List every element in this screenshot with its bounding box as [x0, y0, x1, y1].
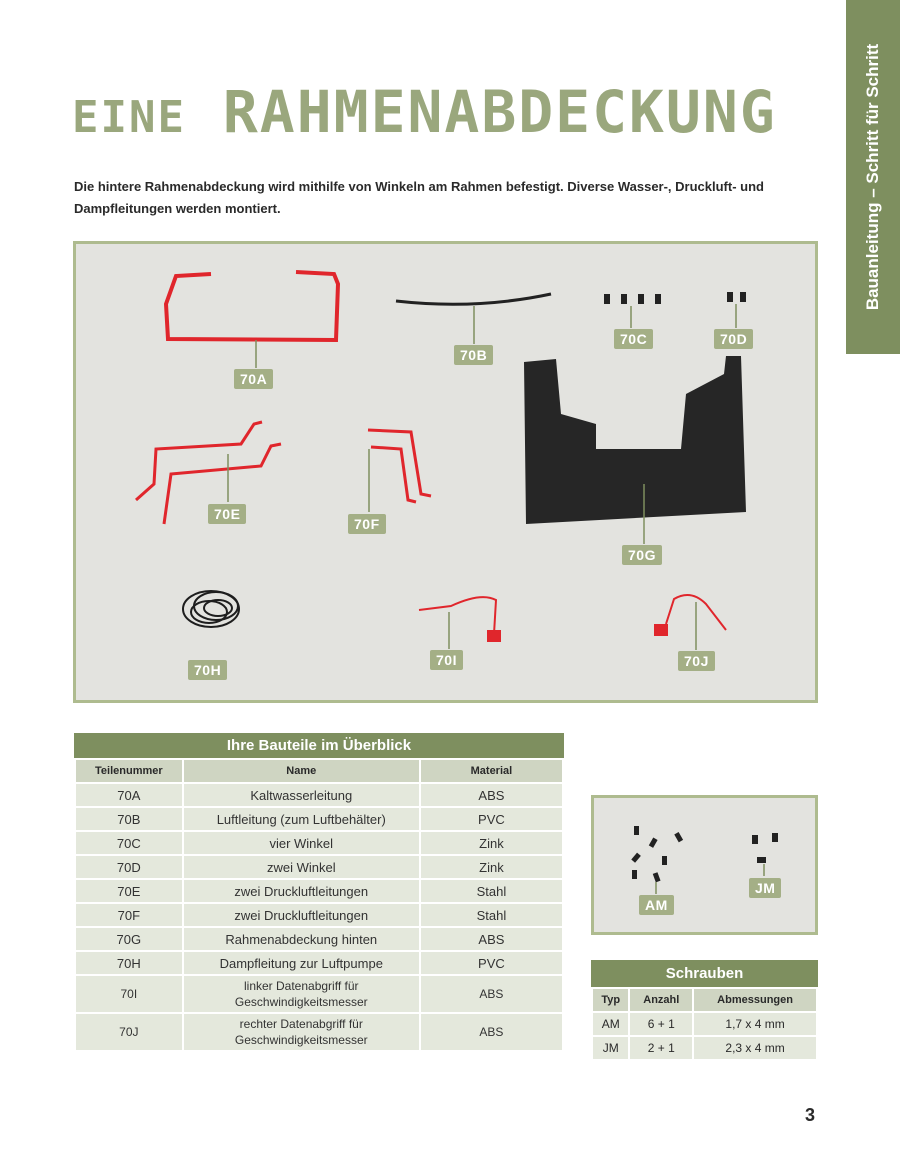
part-70j-image: [654, 595, 726, 636]
label-70d: 70D: [714, 329, 753, 349]
table-row: [75, 783, 563, 807]
parts-table-title: Ihre Bauteile im Überblick: [74, 733, 564, 758]
screws-table-header: [592, 988, 817, 1012]
cell-material: ABS: [420, 927, 563, 951]
cell-material: PVC: [420, 807, 563, 831]
cell-name: [183, 1013, 420, 1051]
col-header-name: Name: [183, 759, 420, 783]
screw-label-connectors: [656, 864, 764, 894]
col-header-type: Typ: [592, 988, 629, 1012]
label-am: AM: [639, 895, 674, 915]
label-70e: 70E: [208, 504, 246, 524]
parts-table: [74, 733, 564, 1052]
side-tab: [846, 0, 900, 354]
cell-part-number: 70B: [75, 807, 183, 831]
cell-part-number: 70D: [75, 855, 183, 879]
cell-part-number: 70A: [75, 783, 183, 807]
cell-name-line-1: rechter Datenabgriff für: [239, 1017, 363, 1031]
table-row: [75, 903, 563, 927]
part-70c-image: [604, 294, 661, 304]
title-word-1: EINE: [72, 92, 186, 143]
label-jm: JM: [749, 878, 781, 898]
parts-illustration: [76, 244, 815, 700]
table-row: [75, 951, 563, 975]
part-70g-image: [524, 356, 746, 524]
label-70f: 70F: [348, 514, 386, 534]
part-70b-image: [396, 294, 551, 304]
col-header-count: Anzahl: [629, 988, 693, 1012]
parts-photo: [73, 241, 818, 703]
table-row: [75, 1013, 563, 1051]
cell-dimensions: 1,7 x 4 mm: [693, 1012, 817, 1036]
col-header-material: Material: [420, 759, 563, 783]
label-70a: 70A: [234, 369, 273, 389]
cell-material: PVC: [420, 951, 563, 975]
label-70b: 70B: [454, 345, 493, 365]
label-70h: 70H: [188, 660, 227, 680]
screw-am-image: [631, 826, 683, 882]
cell-material: Stahl: [420, 903, 563, 927]
table-row: [75, 831, 563, 855]
label-70i: 70I: [430, 650, 463, 670]
part-70d-image: [727, 292, 746, 302]
screws-photo: [591, 795, 818, 935]
cell-part-number: 70C: [75, 831, 183, 855]
label-70c: 70C: [614, 329, 653, 349]
cell-material: Zink: [420, 855, 563, 879]
table-row: [75, 927, 563, 951]
table-row: [592, 1012, 817, 1036]
cell-name: zwei Druckluftleitungen: [183, 879, 420, 903]
part-70i-image: [419, 597, 501, 642]
screws-table-title: Schrauben: [591, 960, 818, 987]
table-row: [75, 879, 563, 903]
cell-count: 2 + 1: [629, 1036, 693, 1060]
cell-part-number: 70J: [75, 1013, 183, 1051]
table-row: [592, 1036, 817, 1060]
col-header-dimensions: Abmessungen: [693, 988, 817, 1012]
parts-table-header: [75, 759, 563, 783]
label-70j: 70J: [678, 651, 715, 671]
cell-part-number: 70G: [75, 927, 183, 951]
part-70h-image: [183, 591, 239, 627]
intro-text: Die hintere Rahmenabdeckung wird mithilfe von Winkeln am Rahmen befestigt. Diverse Wasser-, Druckluft- und Dampfleitungen werden montiert.: [74, 179, 764, 216]
title-word-2: RAHMENABDECKUNG: [222, 78, 777, 146]
cell-material: ABS: [420, 783, 563, 807]
cell-name: [183, 975, 420, 1013]
cell-material: ABS: [420, 1013, 563, 1051]
cell-material: ABS: [420, 975, 563, 1013]
page-number: 3: [805, 1105, 816, 1125]
cell-name: Kaltwasserleitung: [183, 783, 420, 807]
screws-table: [591, 960, 818, 1061]
label-70g: 70G: [622, 545, 662, 565]
page-title: [72, 78, 777, 146]
cell-name: vier Winkel: [183, 831, 420, 855]
part-70f-image: [368, 430, 431, 502]
cell-name-line-2: Geschwindigkeitsmesser: [234, 1033, 368, 1047]
side-tab-text: Bauanleitung – Schritt für Schritt: [863, 43, 882, 311]
part-70a-image: [166, 272, 338, 340]
table-row: [75, 807, 563, 831]
col-header-part-number: Teilenummer: [75, 759, 183, 783]
cell-type: JM: [592, 1036, 629, 1060]
cell-type: AM: [592, 1012, 629, 1036]
cell-name: Dampfleitung zur Luftpumpe: [183, 951, 420, 975]
screw-jm-image: [752, 833, 778, 863]
cell-part-number: 70E: [75, 879, 183, 903]
cell-name: Rahmenabdeckung hinten: [183, 927, 420, 951]
cell-name: Luftleitung (zum Luftbehälter): [183, 807, 420, 831]
cell-name-line-1: linker Datenabgriff für: [244, 979, 359, 993]
cell-dimensions: 2,3 x 4 mm: [693, 1036, 817, 1060]
cell-count: 6 + 1: [629, 1012, 693, 1036]
cell-name: zwei Winkel: [183, 855, 420, 879]
table-row: [75, 855, 563, 879]
cell-part-number: 70H: [75, 951, 183, 975]
cell-name-line-2: Geschwindigkeitsmesser: [234, 995, 368, 1009]
screws-illustration: [594, 798, 815, 932]
cell-material: Stahl: [420, 879, 563, 903]
cell-material: Zink: [420, 831, 563, 855]
table-row: [75, 975, 563, 1013]
cell-name: zwei Druckluftleitungen: [183, 903, 420, 927]
cell-part-number: 70I: [75, 975, 183, 1013]
cell-part-number: 70F: [75, 903, 183, 927]
